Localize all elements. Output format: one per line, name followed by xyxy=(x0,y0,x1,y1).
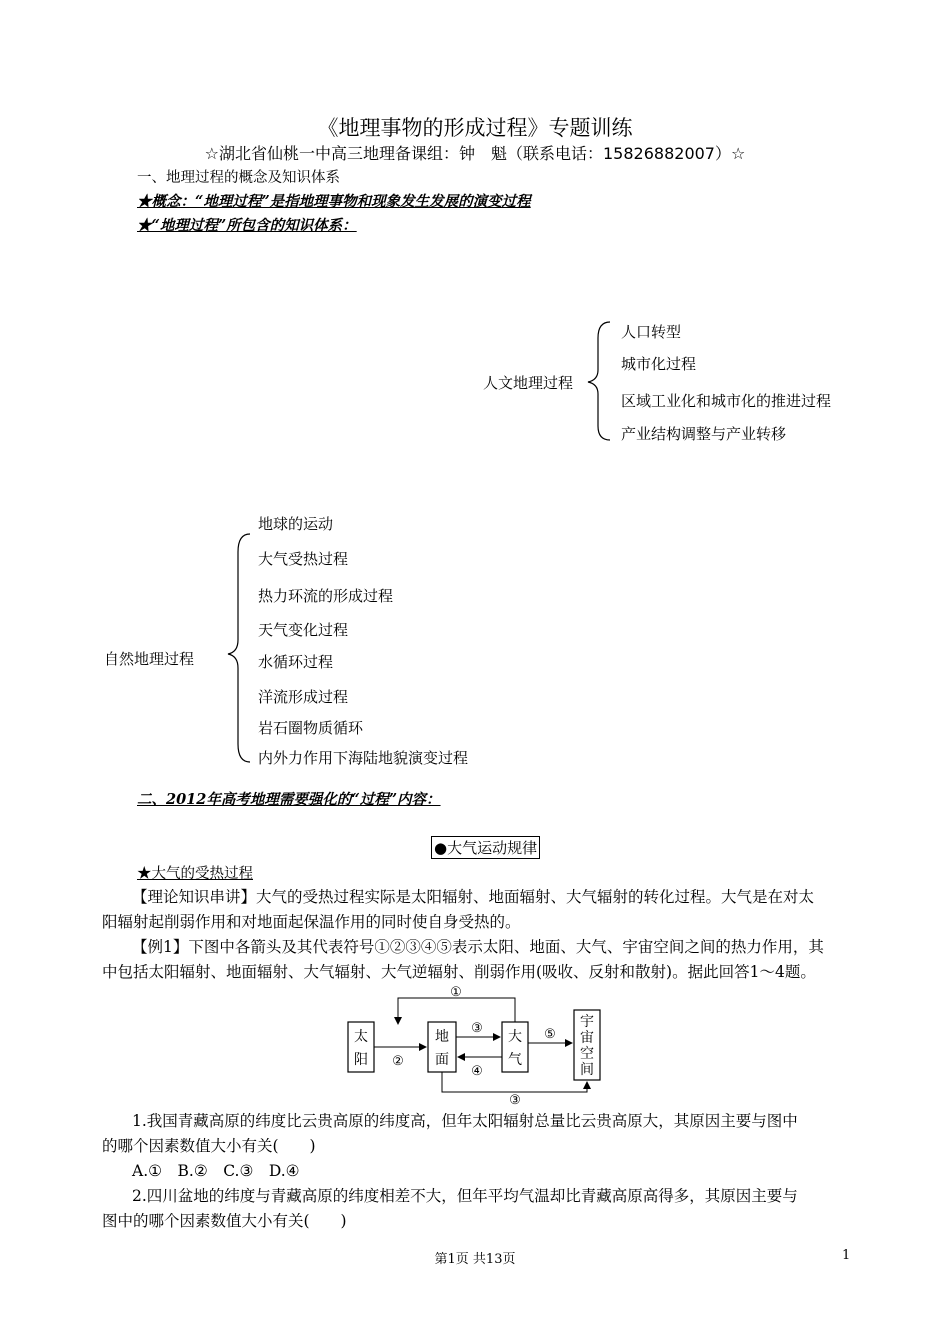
atmosphere-text: 气 xyxy=(508,1052,522,1068)
knowledge-line: ★“地理过程”所包含的知识体系： xyxy=(137,217,357,234)
arrow-1-label: ① xyxy=(450,985,462,1000)
question-1-line: 的哪个因素数值大小有关( ) xyxy=(102,1137,316,1155)
natural-tree-item: 大气受热过程 xyxy=(258,550,349,568)
heat-process-diagram xyxy=(340,980,620,1105)
natural-tree-brace xyxy=(220,530,260,766)
page-number: 1 xyxy=(842,1248,851,1263)
theory-line: 阳辐射起削弱作用和对地面起保温作用的同时使自身受热的。 xyxy=(102,913,521,931)
section2-heading: 二、2012年高考地理需要强化的“过程”内容： xyxy=(137,791,441,808)
arrow-3-bottom-label: ③ xyxy=(509,1093,521,1105)
document-title: 《地理事物的形成过程》专题训练 xyxy=(317,116,633,140)
natural-tree-root: 自然地理过程 xyxy=(104,650,195,668)
natural-tree-item: 洋流形成过程 xyxy=(258,688,349,706)
arrow-2-label: ② xyxy=(392,1054,404,1069)
space-text: 空 xyxy=(580,1046,594,1062)
question-1-line: 1.我国青藏高原的纬度比云贵高原的纬度高，但年太阳辐射总量比云贵高原大，其原因主要与图中 xyxy=(132,1112,798,1130)
natural-tree-item: 岩石圈物质循环 xyxy=(258,719,364,737)
example-line: 中包括太阳辐射、地面辐射、大气辐射、大气逆辐射、削弱作用(吸收、反射和散射)。据此回答1～4题。 xyxy=(102,963,816,981)
sub-heading: ★大气的受热过程 xyxy=(137,866,253,882)
arrow-5-label: ⑤ xyxy=(544,1027,556,1042)
concept-line: ★概念：“地理过程”是指地理事物和现象发生发展的演变过程 xyxy=(137,193,531,210)
human-tree-item: 产业结构调整与产业转移 xyxy=(621,425,787,443)
sun-text: 阳 xyxy=(354,1052,368,1068)
ground-text: 面 xyxy=(435,1052,449,1068)
ground-text: 地 xyxy=(435,1029,449,1045)
atmosphere-text: 大 xyxy=(508,1029,522,1045)
space-text: 宙 xyxy=(580,1030,594,1046)
page-info: 第1页 共13页 xyxy=(434,1252,516,1267)
human-tree-brace xyxy=(580,318,620,444)
natural-tree-item: 地球的运动 xyxy=(258,515,334,533)
arrow-4-label: ④ xyxy=(471,1064,483,1079)
document-subtitle: ☆湖北省仙桃一中高三地理备课组：钟 魁（联系电话：15826882007）☆ xyxy=(204,144,746,163)
example-line: 【例1】下图中各箭头及其代表符号①②③④⑤表示太阳、地面、大气、宇宙空间之间的热力作用，其 xyxy=(132,938,824,956)
question-1-options: A.① B.② C.③ D.④ xyxy=(132,1162,300,1180)
human-tree-item: 城市化过程 xyxy=(621,355,697,373)
human-tree-item: 人口转型 xyxy=(621,323,682,341)
question-2-line: 图中的哪个因素数值大小有关( ) xyxy=(102,1212,347,1230)
question-2-line: 2.四川盆地的纬度与青藏高原的纬度相差不大，但年平均气温却比青藏高原高得多，其原因主要与 xyxy=(132,1187,798,1205)
section1-heading: 一、地理过程的概念及知识体系 xyxy=(137,170,340,186)
theory-line: 【理论知识串讲】大气的受热过程实际是太阳辐射、地面辐射、大气辐射的转化过程。大气是在对太 xyxy=(132,888,815,906)
sun-text: 太 xyxy=(354,1029,368,1045)
natural-tree-item: 热力环流的形成过程 xyxy=(258,587,394,605)
natural-tree-item: 内外力作用下海陆地貌演变过程 xyxy=(258,749,469,767)
human-tree-item: 区域工业化和城市化的推进过程 xyxy=(621,392,832,410)
human-tree-root: 人文地理过程 xyxy=(483,374,574,392)
arrow-3-label: ③ xyxy=(471,1021,483,1036)
space-text: 间 xyxy=(580,1062,594,1078)
natural-tree-item: 天气变化过程 xyxy=(258,621,349,639)
space-text: 宇 xyxy=(580,1014,594,1030)
arrow-1 xyxy=(398,998,515,1024)
arrow-3-bottom xyxy=(442,1072,587,1092)
natural-tree-item: 水循环过程 xyxy=(258,653,334,671)
section-box-label: ●大气运动规律 xyxy=(431,836,540,859)
